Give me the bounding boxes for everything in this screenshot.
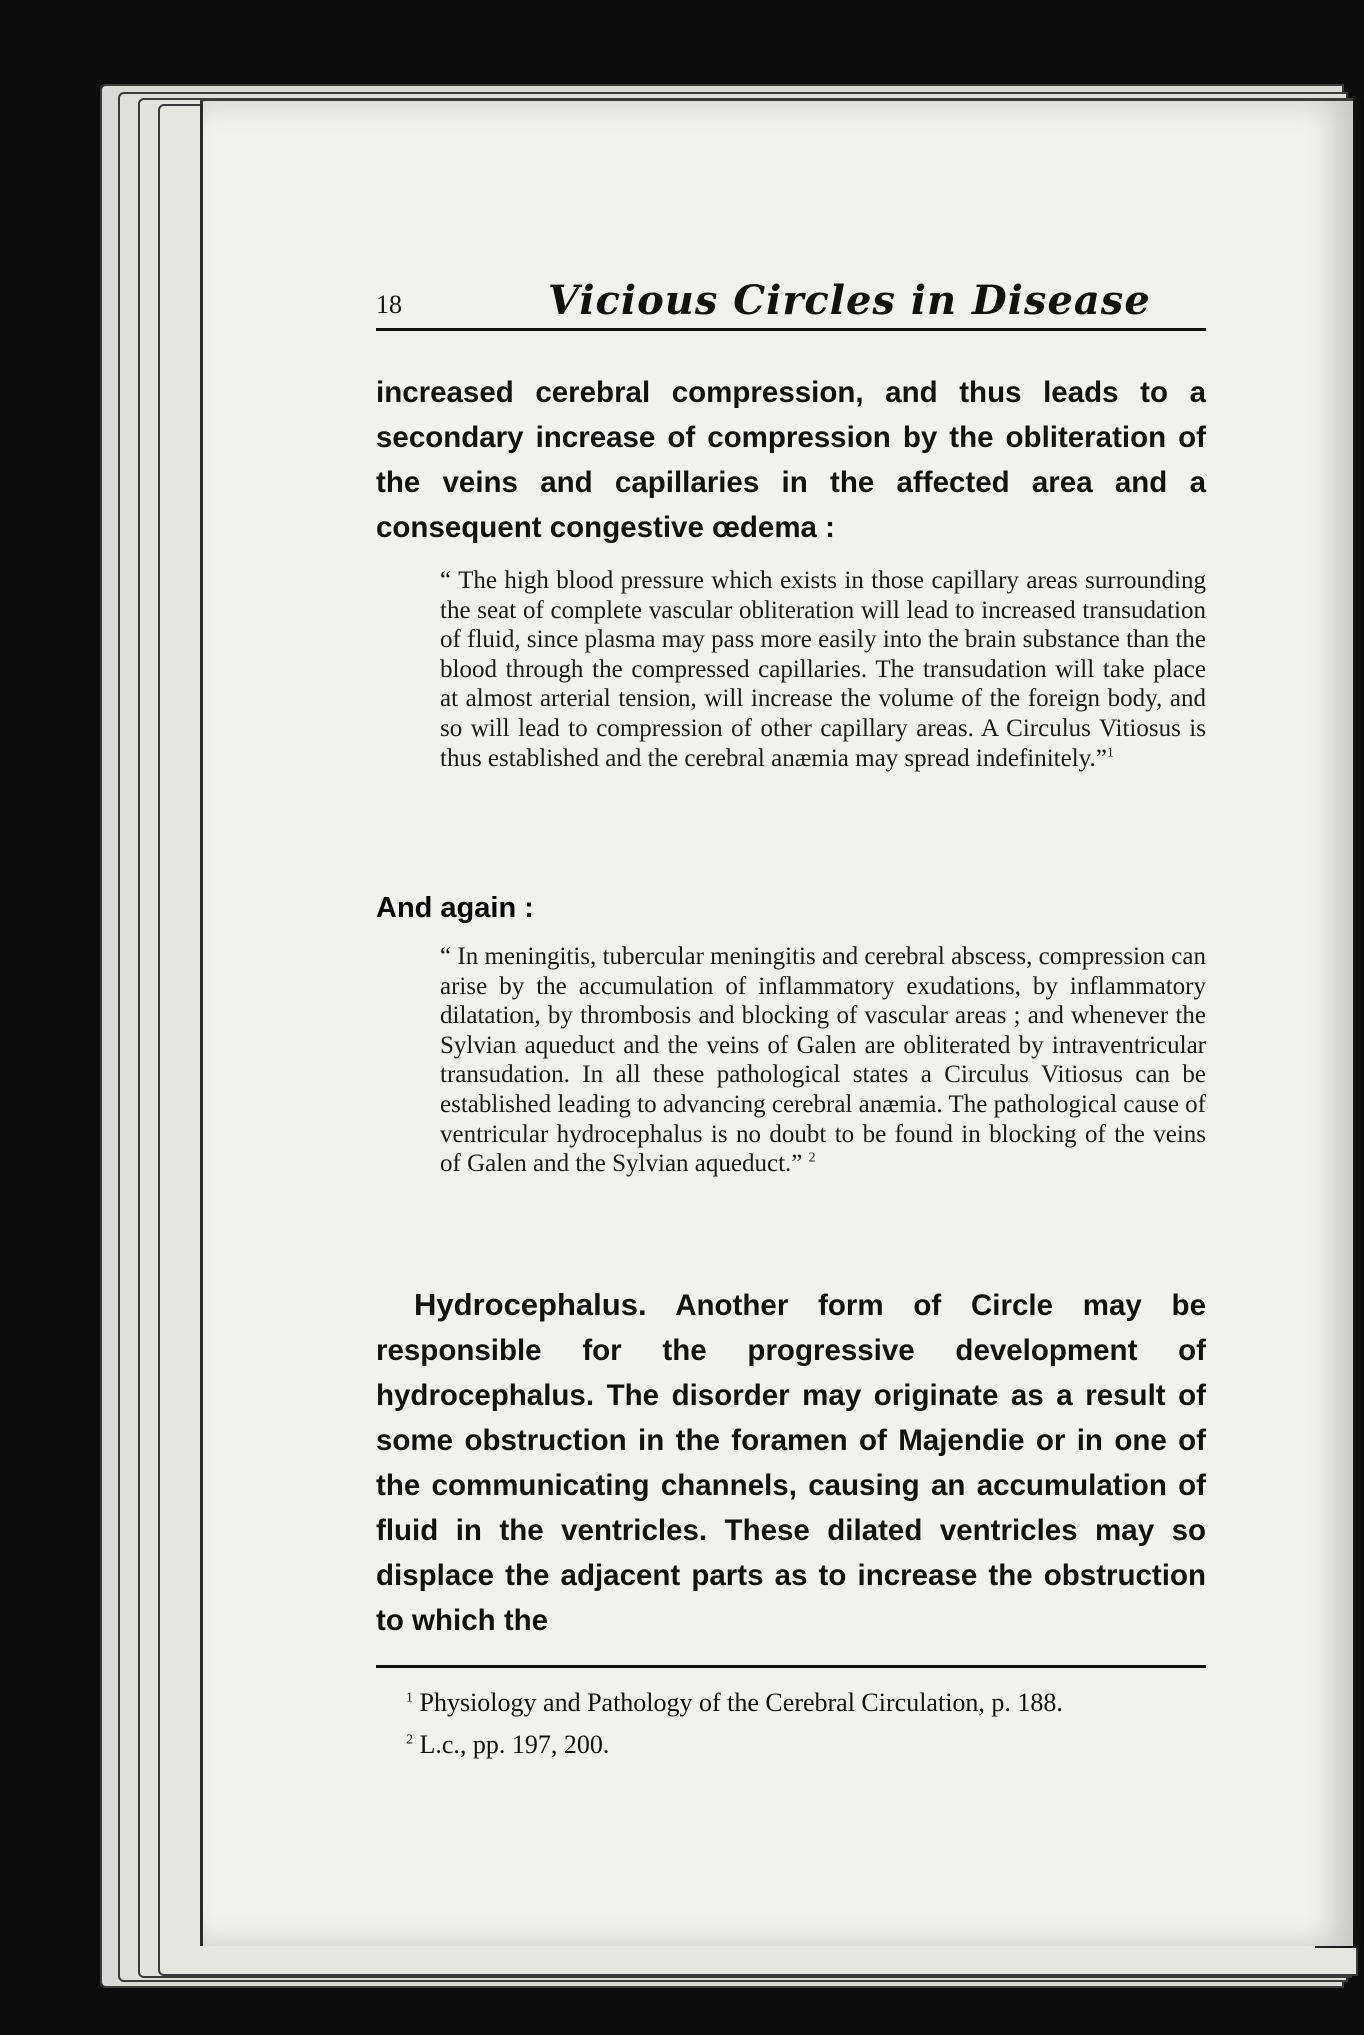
quote-2	[440, 942, 1206, 1179]
footnote-1	[406, 1682, 1206, 1724]
page-header	[376, 276, 1206, 331]
paragraph-2-text: Another form of Circle may be responsible for the progressive development of hydrocephalus. The disorder may originate as a result of some obstruction in the foramen of Majendie or in one of the communicating channels, causing an accumulation of fluid in the ventricles. These dilated ventricles may so displace the adjacent parts as to increase the obstruction to which the	[376, 1289, 1206, 1637]
section-heading: Hydrocephalus.	[414, 1287, 647, 1322]
footnote-1-text: Physiology and Pathology of the Cerebral Circulation, p. 188.	[419, 1688, 1063, 1717]
and-again-label	[376, 892, 534, 925]
paragraph-2	[376, 1282, 1206, 1643]
quote-1-text: “ The high blood pressure which exists in those capillary areas surrounding the seat of complete vascular obliteration will lead to increased transudation of fluid, since plasma may pass more easily into the brain substance than the blood through the compressed capillaries. The transudation will take place at almost arterial tension, will increase the volume of the foreign body, and so will lead to compression of other capillary areas. A Circulus Vitiosus is thus established and the cerebral anæmia may spread indefinitely.”	[440, 567, 1206, 772]
footnote-mark-1: 1	[406, 1690, 413, 1706]
footnote-mark-2: 2	[406, 1732, 413, 1748]
footnote-divider	[376, 1665, 1206, 1668]
quote-2-text: “ In meningitis, tubercular meningitis and cerebral abscess, compression can arise by the accumulation of inflammatory exudations, by inflammatory dilatation, by thrombosis and blocking of vascular areas ; and whenever the Sylvian aqueduct and the veins of Galen are obliterated by intraventricular transudation. In all these pathological states a Circulus Vitiosus can be established leading to advancing cerebral anæmia. The pathological cause of ventricular hydrocephalus is no doubt to be found in blocking of the veins of Galen and the Sylvian aqueduct.”	[440, 943, 1206, 1178]
quote-1	[440, 566, 1206, 773]
and-again-text: And again :	[376, 892, 534, 924]
footnote-2-text: L.c., pp. 197, 200.	[419, 1730, 610, 1759]
paragraph-1: increased cerebral compression, and thus leads to a secondary increase of compression by the obliteration of the veins and capillaries in the affected area and a consequent congestive œdema :	[376, 376, 1206, 544]
page-number: 18	[376, 290, 402, 319]
footnotes	[406, 1682, 1206, 1766]
footnote-ref-2: 2	[808, 1150, 816, 1166]
footnote-2	[406, 1724, 1206, 1766]
running-title: Vicious Circles in Disease	[548, 277, 1151, 324]
footnote-ref-1: 1	[1106, 745, 1114, 761]
